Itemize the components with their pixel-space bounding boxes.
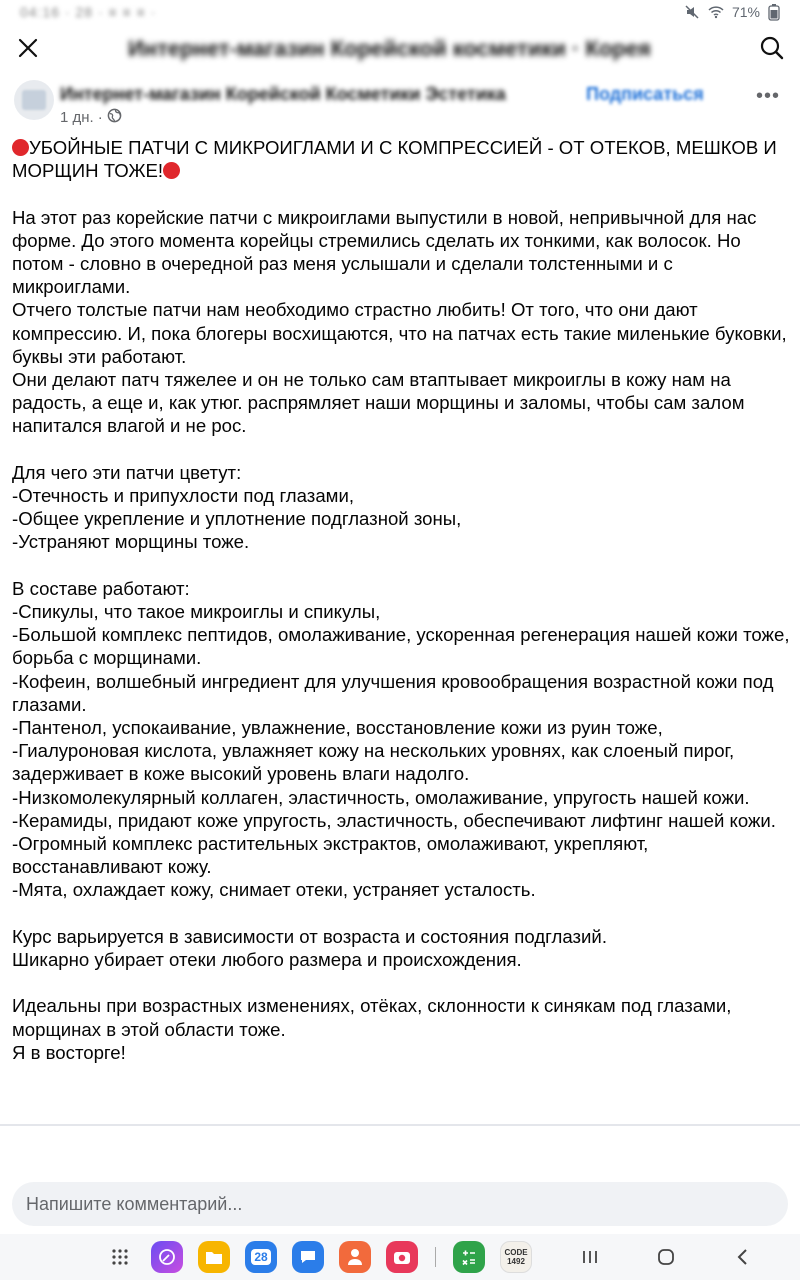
navigation-bar <box>0 1234 800 1280</box>
paragraph-gap <box>12 902 792 925</box>
status-icons <box>684 3 780 21</box>
post-paragraph: В составе работают: <box>12 577 190 599</box>
paragraph-gap <box>12 182 792 205</box>
post-heading: УБОЙНЫЕ ПАТЧИ С МИКРОИГЛАМИ И С КОМПРЕССИЕЙ - ОТ ОТЕКОВ, МЕШКОВ И МОРЩИН ТОЖЕ! <box>12 137 777 182</box>
post-time[interactable]: 1 дн. <box>60 109 94 126</box>
calculator-icon[interactable] <box>453 1241 485 1273</box>
browser-icon[interactable] <box>151 1241 183 1273</box>
search-button[interactable] <box>748 24 796 72</box>
post-list-item: -Устраняют морщины тоже. <box>12 531 250 553</box>
post-paragraph: Курс варьируется в зависимости от возраста и состояния подглазий. <box>12 925 607 947</box>
post-list-item: -Огромный комплекс растительных экстрактов, омолаживают, укрепляют, восстанавливают кожу. <box>12 833 649 878</box>
messages-icon[interactable] <box>292 1241 324 1273</box>
post-paragraph: Шикарно убирает отеки любого размера и происхождения. <box>12 949 522 971</box>
files-icon[interactable] <box>198 1241 230 1273</box>
status-bar <box>0 0 800 24</box>
dock-separator <box>435 1247 436 1267</box>
red-circle-emoji-icon <box>12 139 29 156</box>
page-title: Интернет-магазин Корейской косметики · Корея <box>128 36 651 61</box>
apps-grid-icon[interactable] <box>104 1241 136 1273</box>
app-bar <box>0 24 800 72</box>
calendar-icon[interactable]: 28 <box>245 1241 277 1273</box>
home-icon <box>657 1248 675 1266</box>
wifi-icon <box>708 5 724 19</box>
status-time: 04:16 · 28 · ≡ ≡ ≡ · <box>20 4 157 20</box>
post-paragraph: Идеальны при возрастных изменениях, отёках, склонности к синякам под глазами, морщинах в этой области тоже. <box>12 995 732 1040</box>
post-list-item: -Гиалуроновая кислота, увлажняет кожу на нескольких уровнях, как слоеный пирог, задерживает в коже высокий уровень влаги надолго. <box>12 740 735 785</box>
post-list-item: -Низкомолекулярный коллаген, эластичность, омолаживание, упругость нашей кожи. <box>12 786 750 808</box>
mute-icon <box>684 4 700 20</box>
post-list-item: -Общее укрепление и уплотнение подглазной зоны, <box>12 508 462 530</box>
system-buttons <box>576 1243 756 1271</box>
red-circle-emoji-icon <box>163 162 180 179</box>
post-paragraph: Для чего эти патчи цветут: <box>12 461 242 483</box>
close-icon <box>18 38 38 58</box>
contacts-icon[interactable] <box>339 1241 371 1273</box>
globe-icon <box>107 108 122 127</box>
divider <box>0 1124 800 1126</box>
close-button[interactable] <box>4 24 52 72</box>
more-options-button[interactable]: ••• <box>755 84 780 107</box>
back-button[interactable] <box>728 1243 756 1271</box>
post-header <box>0 76 800 126</box>
comment-input[interactable] <box>12 1182 788 1226</box>
paragraph-gap <box>12 554 792 577</box>
post-list-item: -Пантенол, успокаивание, увлажнение, восстановление кожи из руин тоже, <box>12 717 663 739</box>
home-button[interactable] <box>652 1243 680 1271</box>
post-list-item: -Большой комплекс пептидов, омолаживание, ускоренная регенерация нашей кожи тоже, борьба с морщинами. <box>12 624 790 669</box>
meta-separator: · <box>97 109 103 126</box>
camera-icon[interactable] <box>386 1241 418 1273</box>
post-list-item: -Керамиды, придают коже упругость, эластичность, обеспечивают лифтинг нашей кожи. <box>12 809 776 831</box>
comment-bar <box>0 1174 800 1234</box>
post-paragraph: Отчего толстые патчи нам необходимо страстно любить! От того, что они дают компрессию. И, пока блогеры восхищаются, что на патчах есть такие миленькие буковки, буквы эти работают. <box>12 299 787 367</box>
avatar[interactable] <box>14 80 54 120</box>
avatar-image <box>22 90 46 110</box>
author-name[interactable]: Интернет-магазин Корейской Косметики Эстетика <box>60 84 506 104</box>
recent-apps-button[interactable] <box>576 1243 604 1271</box>
post-meta <box>60 108 122 127</box>
post-list-item: -Кофеин, волшебный ингредиент для улучшения кровообращения возрастной кожи под глазами. <box>12 670 774 715</box>
battery-icon <box>768 3 780 21</box>
post-paragraph: На этот раз корейские патчи с микроиглами выпустили в новой, непривычной для нас форме. До этого момента корейцы стремились сделать их тонкими, как волосок. Но потом - словно в очередной раз меня услышали и сделали толстенными и с микроиглами. <box>12 206 757 298</box>
paragraph-gap <box>12 438 792 461</box>
search-icon <box>760 36 784 60</box>
post-list-item: -Мята, охлаждает кожу, снимает отеки, устраняет усталость. <box>12 879 536 901</box>
battery-percent: 71% <box>731 4 760 20</box>
back-icon <box>735 1248 749 1266</box>
post-paragraph: Я в восторге! <box>12 1041 126 1063</box>
post-list-item: -Спикулы, что такое микроиглы и спикулы, <box>12 601 381 623</box>
post-text <box>12 136 792 1064</box>
code-app-icon[interactable]: CODE 1492 <box>500 1241 532 1273</box>
recent-apps-icon <box>581 1249 599 1265</box>
post-paragraph: Они делают патч тяжелее и он не только сам втаптывает микроиглы в кожу нам на радость, а еще и, как утюг. распрямляет наши морщины и заломы, чтобы сам залом напитался влагой и не рос. <box>12 369 745 437</box>
taskbar-dock <box>104 1241 532 1273</box>
post-list-item: -Отечность и припухлости под глазами, <box>12 485 354 507</box>
subscribe-button[interactable]: Подписаться <box>586 84 704 104</box>
paragraph-gap <box>12 971 792 994</box>
